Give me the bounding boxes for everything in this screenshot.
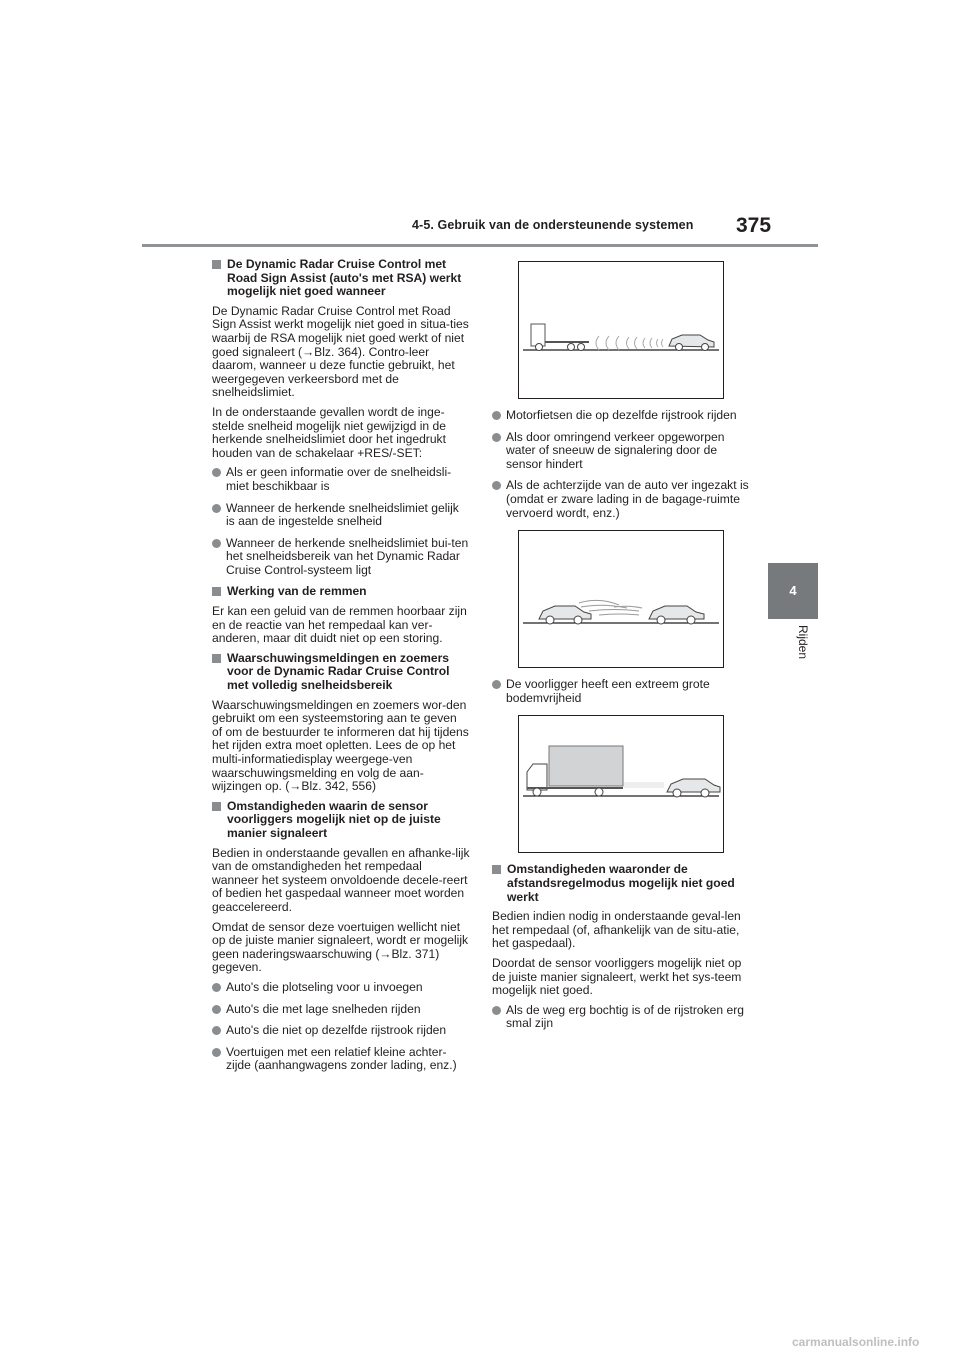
figure-spray-illustration: [518, 530, 724, 668]
paragraph: Bedien indien nodig in onderstaande geval-len het rempedaal (of, afhankelijk van de situ-atie, het gaspedaal).: [492, 909, 741, 951]
bullet-item: Als er geen informatie over de snelheidsli-miet beschikbaar is: [212, 466, 470, 493]
paragraph: Bedien in onderstaande gevallen en afhanke-lijk van de omstandigheden het rempedaal wanneer het systeem onvoldoende decele-reert of bedien het gaspedaal wanneer moet worden geaccelereerd.: [212, 845, 470, 914]
paragraph: Er kan een geluid van de remmen hoorbaar zijn en de reactie van het rempedaal kan ver-anderen, maar dit duidt niet op een storing.: [212, 604, 467, 646]
section-title: 4-5. Gebruik van de ondersteunende systemen: [412, 218, 694, 232]
heading-distance-mode: Omstandigheden waaronder de afstandsregelmodus mogelijk niet goed werkt: [492, 863, 750, 904]
heading-rsa: De Dynamic Radar Cruise Control met Road Sign Assist (auto's met RSA) werkt mogelijk niet goed wanneer: [212, 258, 470, 299]
chapter-label: Rijden: [796, 625, 810, 660]
bullet-item: Motorfietsen die op dezelfde rijstrook rijden: [492, 409, 750, 423]
figure-low-trailer-illustration: [518, 261, 724, 399]
bullet-item: Auto's die met lage snelheden rijden: [212, 1003, 470, 1017]
chapter-tab[interactable]: 4: [768, 563, 818, 619]
bullet-item: De voorligger heeft een extreem grote bodemvrijheid: [492, 678, 750, 705]
bullet-item: Als door omringend verkeer opgeworpen water of sneeuw de signalering door de sensor hindert: [492, 431, 750, 472]
header-rule: [142, 244, 818, 247]
paragraph: Doordat de sensor voorliggers mogelijk niet op de juiste manier signaleert, werkt het sys-teem mogelijk niet goed.: [492, 955, 742, 998]
heading-sensor: Omstandigheden waarin de sensor voorliggers mogelijk niet op de juiste manier signaleert: [212, 800, 470, 841]
paragraph: Omdat de sensor deze voertuigen wellicht niet op de juiste manier signaleert, wordt er mogelijk geen naderingswaarschuwing (→Blz. 371) gegeven.: [212, 919, 469, 975]
heading-brakes: Werking van de remmen: [212, 585, 470, 599]
watermark: carmanualsonline.info: [792, 1335, 920, 1349]
heading-warnings: Waarschuwingsmeldingen en zoemers voor de Dynamic Radar Cruise Control met volledig snelheidsbereik: [212, 652, 470, 693]
page-number: 375: [736, 214, 772, 237]
bullet-item: Als de achterzijde van de auto ver ingezakt is (omdat er zware lading in de bagage-ruimte vervoerd wordt, enz.): [492, 479, 750, 520]
bullet-item: Wanneer de herkende snelheidslimiet gelijk is aan de ingestelde snelheid: [212, 502, 470, 529]
bullet-item: Voertuigen met een relatief kleine achter-zijde (aanhangwagens zonder lading, enz.): [212, 1046, 470, 1073]
left-column: [212, 258, 470, 1081]
bullet-item: Auto's die niet op dezelfde rijstrook rijden: [212, 1024, 470, 1038]
bullet-item: Auto's die plotseling voor u invoegen: [212, 981, 470, 995]
paragraph: In de onderstaande gevallen wordt de inge-stelde snelheid mogelijk niet gewijzigd in de herkende snelheidslimiet door het ingedrukt houden van de schakelaar +RES/-SET:: [212, 404, 446, 460]
bullet-item: Als de weg erg bochtig is of de rijstroken erg smal zijn: [492, 1004, 750, 1031]
paragraph: De Dynamic Radar Cruise Control met Road Sign Assist werkt mogelijk niet goed in situa-ties waarbij de RSA mogelijk niet goed werkt of niet goed signaleert (→Blz. 364). Contro-leer daarom, wanneer u deze functie gebruikt, het weergegeven verkeersbord met de snelheidslimiet.: [212, 303, 469, 400]
figure-high-clearance-truck-illustration: [518, 715, 724, 853]
paragraph: Waarschuwingsmeldingen en zoemers wor-den gebruikt om een systeemstoring aan te geven of om de bestuurder te informeren dat hij tijdens het rijden extra moet opletten. Lees de op het multi-informatiedisplay weergege-ven waarschuwingsmelding en volg de aan-wijzingen op. (→Blz. 342, 556): [212, 697, 469, 794]
right-column: [492, 258, 750, 1039]
bullet-item: Wanneer de herkende snelheidslimiet bui-ten het snelheidsbereik van het Dynamic Radar Cruise Control-systeem ligt: [212, 537, 470, 578]
